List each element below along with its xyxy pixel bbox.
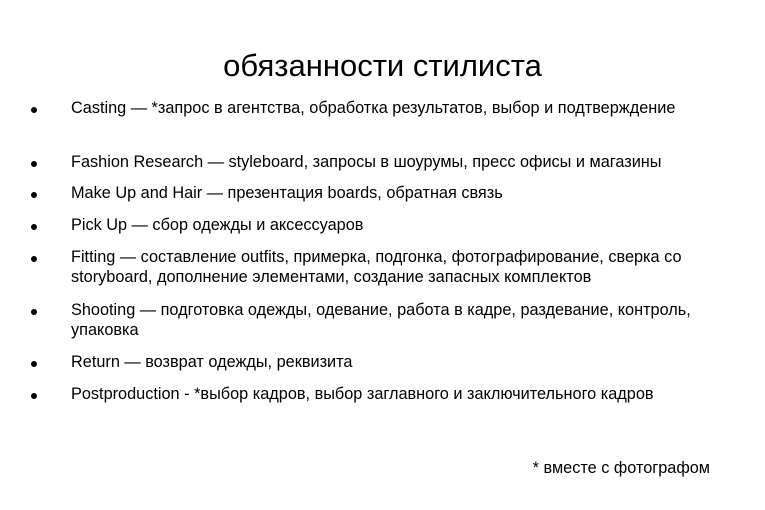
bullet-dot-icon [31,256,37,262]
bullet-text: Casting — *запрос в агентства, обработка результатов, выбор и подтверждение [71,99,676,117]
bullet-dot-icon [31,161,37,167]
bullet-dot-icon [31,192,37,198]
slide-title: обязанности стилиста [223,48,542,83]
bullet-text: Postproduction - *выбор кадров, выбор заглавного и заключительного кадров [71,385,654,403]
bullet-dot-icon [31,224,37,230]
bullet-dot-icon [31,309,37,315]
bullet-text: Return — возврат одежды, реквизита [71,353,353,371]
footnote: * вместе с фотографом [532,459,710,477]
bullet-text: Pick Up — сбор одежды и аксессуаров [71,216,364,234]
bullet-text: Make Up and Hair — презентация boards, обратная связь [71,184,503,202]
bullet-text: Fitting — составление outfits, примерка, подгонка, фотографирование, сверка со storyboard, дополнение элементами, создание запасных комплектов [71,248,682,286]
bullet-text: Shooting — подготовка одежды, одевание, работа в кадре, раздевание, контроль, упаковка [71,301,691,339]
bullet-dot-icon [31,361,37,367]
bullet-dot-icon [31,107,37,113]
bullet-dot-icon [31,393,37,399]
bullet-text: Fashion Research — styleboard, запросы в шоурумы, пресс офисы и магазины [71,153,662,171]
